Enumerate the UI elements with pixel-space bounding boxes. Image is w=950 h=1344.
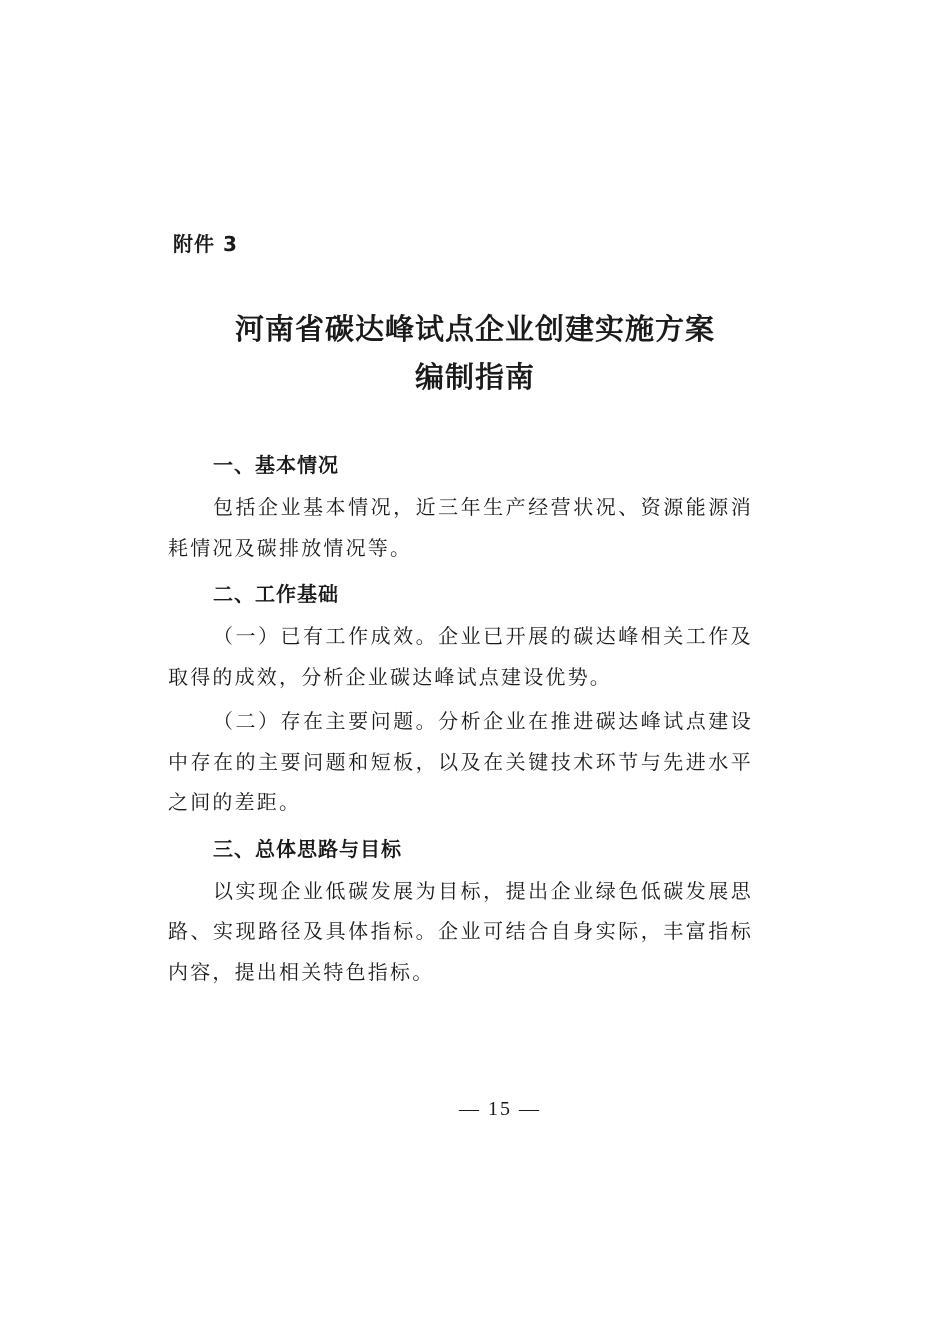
section-paragraph: （一）已有工作成效。企业已开展的碳达峰相关工作及取得的成效，分析企业碳达峰试点建设优势。 xyxy=(168,624,753,689)
page-number: — 15 — xyxy=(459,1098,541,1120)
document-title xyxy=(0,305,950,401)
section-paragraph: 以实现企业低碳发展为目标，提出企业绿色低碳发展思路、实现路径及具体指标。企业可结合自身实际，丰富指标内容，提出相关特色指标。 xyxy=(168,878,753,984)
attachment-label: 附件 3 xyxy=(173,232,238,256)
section-paragraph: 包括企业基本情况，近三年生产经营状况、资源能源消耗情况及碳排放情况等。 xyxy=(168,495,753,560)
section-heading-basic-info: 一、基本情况 xyxy=(213,453,339,477)
section-heading-overall-approach: 三、总体思路与目标 xyxy=(213,836,402,861)
section-paragraph: （二）存在主要问题。分析企业在推进碳达峰试点建设中存在的主要问题和短板，以及在关键技术环节与先进水平之间的差距。 xyxy=(168,709,753,814)
section-heading-work-foundation: 二、工作基础 xyxy=(213,582,339,606)
title-line-2: 编制指南 xyxy=(414,360,535,394)
document-body xyxy=(168,443,753,996)
title-line-1: 河南省碳达峰试点企业创建实施方案 xyxy=(234,312,715,346)
